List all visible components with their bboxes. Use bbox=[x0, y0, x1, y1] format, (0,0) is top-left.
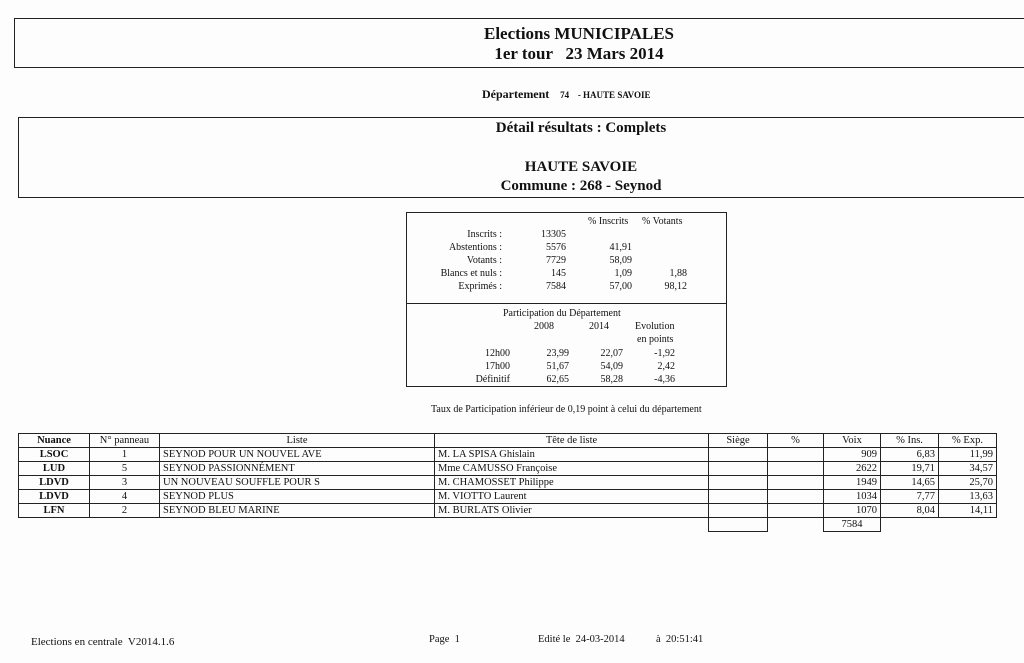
stats-label: Inscrits : bbox=[467, 229, 502, 240]
participation-2008: 23,99 bbox=[546, 348, 569, 359]
result-pct-exp: 14,11 bbox=[939, 504, 997, 518]
result-nuance: LDVD bbox=[19, 490, 90, 504]
total-siege-cell bbox=[709, 518, 768, 532]
participation-title: Participation du Département bbox=[503, 308, 621, 319]
taux-note: Taux de Participation inférieur de 0,19 point à celui du département bbox=[431, 404, 702, 415]
result-tete: Mme CAMUSSO Françoise bbox=[435, 462, 709, 476]
result-tete: M. CHAMOSSET Philippe bbox=[435, 476, 709, 490]
departement-line bbox=[482, 87, 651, 102]
header-nuance: Nuance bbox=[19, 434, 90, 448]
result-pct bbox=[768, 462, 824, 476]
result-liste: SEYNOD BLEU MARINE bbox=[160, 504, 435, 518]
result-siege bbox=[709, 504, 768, 518]
stats-value: 13305 bbox=[541, 229, 566, 240]
stats-col-votants: % Votants bbox=[642, 216, 683, 227]
stats-label: Blancs et nuls : bbox=[440, 268, 502, 279]
participation-2014: 54,09 bbox=[600, 361, 623, 372]
stats-label: Abstentions : bbox=[448, 242, 502, 253]
header-voix: Voix bbox=[824, 434, 881, 448]
table-row bbox=[19, 504, 997, 518]
stats-value: 7584 bbox=[546, 281, 566, 292]
result-pct-ins: 14,65 bbox=[881, 476, 939, 490]
result-panneau: 2 bbox=[90, 504, 160, 518]
participation-col-evol: Evolution bbox=[635, 321, 675, 332]
participation-header bbox=[406, 321, 727, 333]
participation-col-2014: 2014 bbox=[589, 321, 609, 332]
result-pct-ins: 7,77 bbox=[881, 490, 939, 504]
participation-evol: -4,36 bbox=[654, 374, 675, 385]
header-liste: Liste bbox=[160, 434, 435, 448]
result-pct-ins: 6,83 bbox=[881, 448, 939, 462]
table-row bbox=[19, 448, 997, 462]
result-panneau: 1 bbox=[90, 448, 160, 462]
empty-cell bbox=[90, 518, 160, 532]
empty-cell bbox=[939, 518, 997, 532]
result-pct-exp: 25,70 bbox=[939, 476, 997, 490]
stats-row bbox=[406, 229, 727, 241]
stats-row bbox=[406, 268, 727, 280]
departement-label: Département bbox=[482, 87, 550, 101]
stats-value: 7729 bbox=[546, 255, 566, 266]
departement-number: 74 bbox=[560, 90, 570, 100]
result-siege bbox=[709, 448, 768, 462]
result-voix: 1949 bbox=[824, 476, 881, 490]
result-nuance: LFN bbox=[19, 504, 90, 518]
result-liste: UN NOUVEAU SOUFFLE POUR S bbox=[160, 476, 435, 490]
participation-label: 17h00 bbox=[485, 361, 510, 372]
result-pct-exp: 13,63 bbox=[939, 490, 997, 504]
result-pct-ins: 8,04 bbox=[881, 504, 939, 518]
total-row bbox=[19, 518, 997, 532]
result-siege bbox=[709, 476, 768, 490]
stats-row bbox=[406, 281, 727, 293]
participation-row bbox=[406, 361, 727, 373]
stats-pct-inscrits: 58,09 bbox=[609, 255, 632, 266]
stats-row bbox=[406, 242, 727, 254]
footer-app: Elections en centrale V2014.1.6 bbox=[31, 636, 175, 648]
empty-cell bbox=[768, 518, 824, 532]
stats-pct-votants: 1,88 bbox=[669, 268, 687, 279]
result-nuance: LDVD bbox=[19, 476, 90, 490]
footer-edited: Edité le 24-03-2014 bbox=[538, 634, 625, 645]
table-row bbox=[19, 476, 997, 490]
result-voix: 1070 bbox=[824, 504, 881, 518]
result-tete: M. VIOTTO Laurent bbox=[435, 490, 709, 504]
participation-header-2 bbox=[406, 334, 727, 346]
stats-pct-inscrits: 41,91 bbox=[609, 242, 632, 253]
header-panneau: N° panneau bbox=[90, 434, 160, 448]
detail-commune: Commune : 268 - Seynod bbox=[500, 178, 662, 194]
result-pct bbox=[768, 448, 824, 462]
results-table bbox=[18, 433, 997, 532]
result-siege bbox=[709, 462, 768, 476]
result-voix: 1034 bbox=[824, 490, 881, 504]
stats-label: Votants : bbox=[466, 255, 502, 266]
result-siege bbox=[709, 490, 768, 504]
page-title bbox=[14, 24, 1024, 64]
title-line-1: Elections MUNICIPALES bbox=[484, 24, 674, 43]
stats-value: 5576 bbox=[546, 242, 566, 253]
stats-pct-votants: 98,12 bbox=[664, 281, 687, 292]
result-pct-exp: 34,57 bbox=[939, 462, 997, 476]
result-pct bbox=[768, 504, 824, 518]
participation-row bbox=[406, 348, 727, 360]
participation-row bbox=[406, 374, 727, 386]
departement-name: - HAUTE SAVOIE bbox=[577, 90, 651, 100]
result-nuance: LSOC bbox=[19, 448, 90, 462]
header-pct: % bbox=[768, 434, 824, 448]
stats-header bbox=[406, 216, 727, 228]
footer-time: à 20:51:41 bbox=[656, 634, 704, 645]
results-header-row bbox=[19, 434, 997, 448]
participation-2008: 51,67 bbox=[546, 361, 569, 372]
result-voix: 909 bbox=[824, 448, 881, 462]
participation-2014: 22,07 bbox=[600, 348, 623, 359]
result-panneau: 3 bbox=[90, 476, 160, 490]
result-pct bbox=[768, 490, 824, 504]
participation-label: 12h00 bbox=[485, 348, 510, 359]
empty-cell bbox=[435, 518, 709, 532]
stats-label: Exprimés : bbox=[458, 281, 502, 292]
participation-col-evol-2: en points bbox=[637, 334, 674, 345]
result-nuance: LUD bbox=[19, 462, 90, 476]
result-liste: SEYNOD POUR UN NOUVEL AVE bbox=[160, 448, 435, 462]
participation-2014: 58,28 bbox=[600, 374, 623, 385]
empty-cell bbox=[881, 518, 939, 532]
header-pct-ins: % Ins. bbox=[881, 434, 939, 448]
footer-page: Page 1 bbox=[429, 634, 460, 645]
result-voix: 2622 bbox=[824, 462, 881, 476]
participation-evol: -1,92 bbox=[654, 348, 675, 359]
result-pct bbox=[768, 476, 824, 490]
participation-evol: 2,42 bbox=[657, 361, 675, 372]
result-pct-exp: 11,99 bbox=[939, 448, 997, 462]
table-row bbox=[19, 490, 997, 504]
title-line-2: 1er tour 23 Mars 2014 bbox=[494, 44, 664, 63]
stats-divider bbox=[406, 303, 727, 304]
participation-label: Définitif bbox=[475, 374, 510, 385]
total-voix: 7584 bbox=[824, 518, 881, 532]
result-pct-ins: 19,71 bbox=[881, 462, 939, 476]
stats-pct-inscrits: 1,09 bbox=[614, 268, 632, 279]
result-tete: M. LA SPISA Ghislain bbox=[435, 448, 709, 462]
empty-cell bbox=[19, 518, 90, 532]
result-liste: SEYNOD PLUS bbox=[160, 490, 435, 504]
empty-cell bbox=[160, 518, 435, 532]
result-panneau: 4 bbox=[90, 490, 160, 504]
stats-col-inscrits: % Inscrits bbox=[588, 216, 629, 227]
participation-col-2008: 2008 bbox=[534, 321, 554, 332]
header-tete: Tête de liste bbox=[435, 434, 709, 448]
stats-value: 145 bbox=[551, 268, 566, 279]
detail-area: HAUTE SAVOIE bbox=[524, 159, 638, 175]
result-panneau: 5 bbox=[90, 462, 160, 476]
result-liste: SEYNOD PASSIONNÉMENT bbox=[160, 462, 435, 476]
stats-row bbox=[406, 255, 727, 267]
detail-title: Détail résultats : Complets bbox=[495, 120, 667, 136]
table-row bbox=[19, 462, 997, 476]
header-pct-exp: % Exp. bbox=[939, 434, 997, 448]
result-tete: M. BURLATS Olivier bbox=[435, 504, 709, 518]
stats-pct-inscrits: 57,00 bbox=[609, 281, 632, 292]
header-siege: Siège bbox=[709, 434, 768, 448]
participation-2008: 62,65 bbox=[546, 374, 569, 385]
